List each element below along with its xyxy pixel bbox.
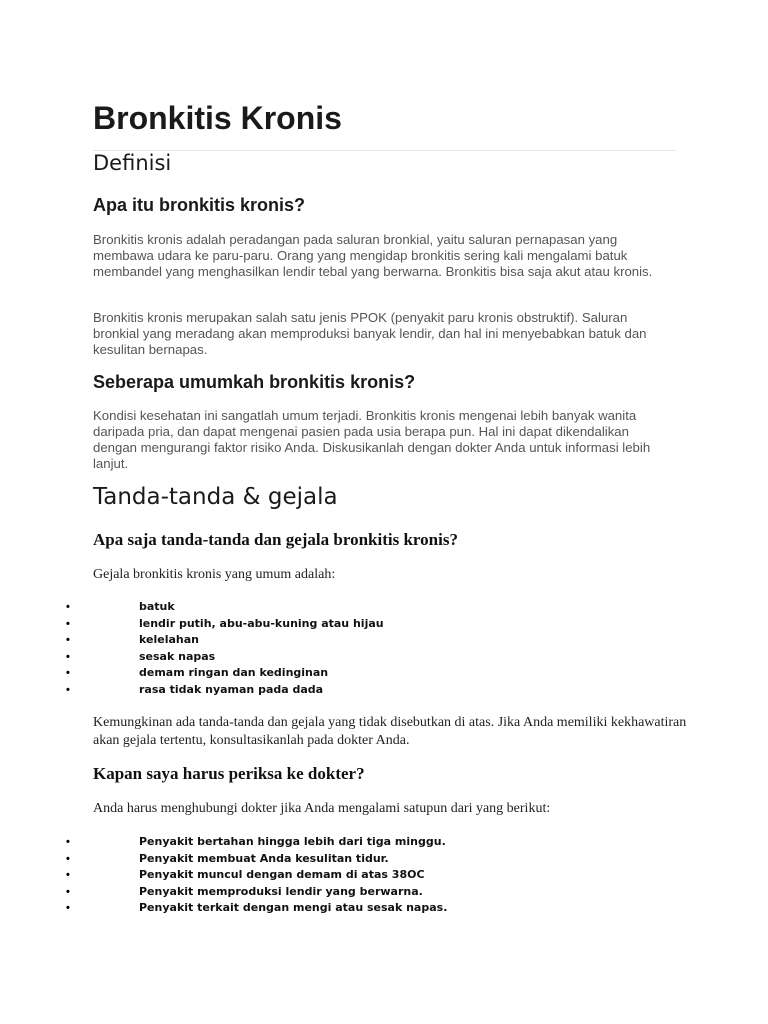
list-item-text: Penyakit terkait dengan mengi atau sesak napas.: [139, 901, 448, 914]
bullet-marker: •: [66, 601, 70, 613]
list-item-text: Penyakit muncul dengan demam di atas 38OC: [139, 868, 425, 881]
paragraph-text: Gejala bronkitis kronis yang umum adalah:: [93, 567, 336, 582]
list-item-text: demam ringan dan kedinginan: [139, 666, 329, 679]
paragraph-text: Kondisi kesehatan ini sangatlah umum terjadi. Bronkitis kronis mengenai lebih banyak wanita daripada pria, dan dapat mengenai pasien pada usia berapa pun. Hal ini dapat dikendalikan dengan mengurangi faktor risiko Anda. Diskusikanlah dengan dokter Anda untuk informasi lebih lanjut.: [93, 408, 651, 471]
page-title: Bronkitis Kronis: [93, 100, 342, 136]
question-heading-seberapa-umum: Seberapa umumkah bronkitis kronis?: [93, 372, 416, 392]
list-item-text: lendir putih, abu-abu-kuning atau hijau: [139, 616, 384, 630]
list-item-text: sesak napas: [139, 649, 216, 663]
list-item-text: Penyakit membuat Anda kesulitan tidur.: [139, 851, 389, 865]
bullet-marker: •: [66, 902, 70, 914]
list-item: [0, 900, 700, 917]
paragraph-definition: [93, 232, 676, 280]
list-item: [0, 599, 700, 616]
section-heading-definisi: Definisi: [93, 151, 172, 175]
list-item-text: kelelahan: [139, 633, 199, 646]
bullet-marker: •: [66, 836, 70, 848]
list-item: [0, 665, 700, 682]
title-divider: [93, 150, 676, 151]
bullet-marker: •: [66, 869, 70, 881]
paragraph-prevalence: [93, 408, 676, 472]
list-item: [0, 649, 700, 666]
paragraph-text: Bronkitis kronis merupakan salah satu jenis PPOK (penyakit paru kronis obstruktif). Saluran bronkial yang meradang akan memproduksi banyak lendir, dan hal ini menyebabkan batuk dan kesulitan bernapas.: [93, 310, 647, 357]
bullet-marker: •: [66, 683, 70, 696]
list-item: [0, 632, 700, 649]
question-heading-kapan-dokter: Kapan saya harus periksa ke dokter?: [93, 764, 365, 783]
bullet-marker: •: [66, 852, 70, 865]
question-heading-apa-itu: Apa itu bronkitis kronis?: [93, 195, 306, 215]
bullet-marker: •: [66, 617, 70, 630]
symptom-list: [0, 599, 700, 698]
list-item: [0, 682, 700, 699]
bullet-marker: •: [66, 885, 70, 898]
list-item: [0, 616, 700, 633]
paragraph-text: Anda harus menghubungi dokter jika Anda mengalami satupun dari yang berikut:: [93, 801, 551, 816]
section-heading-tanda-gejala: Tanda-tanda & gejala: [93, 484, 338, 510]
bullet-marker: •: [66, 667, 70, 679]
list-item: [0, 867, 700, 884]
list-item-text: Penyakit bertahan hingga lebih dari tiga minggu.: [139, 835, 446, 848]
paragraph-text: Kemungkinan ada tanda-tanda dan gejala yang tidak disebutkan di atas. Jika Anda memiliki kekhawatiran akan gejala tertentu, konsultasikanlah pada dokter Anda.: [93, 715, 687, 748]
list-item-text: rasa tidak nyaman pada dada: [139, 682, 324, 696]
bullet-marker: •: [66, 650, 70, 663]
doctor-intro: [93, 800, 693, 818]
symptoms-outro: [93, 714, 693, 750]
paragraph-ppok: [93, 310, 676, 358]
symptoms-intro: [93, 566, 693, 584]
doctor-criteria-list: [0, 834, 700, 917]
question-heading-tanda-gejala: Apa saja tanda-tanda dan gejala bronkitis kronis?: [93, 530, 458, 549]
list-item-text: Penyakit memproduksi lendir yang berwarna.: [139, 884, 423, 898]
paragraph-text: Bronkitis kronis adalah peradangan pada saluran bronkial, yaitu saluran pernapasan yang membawa udara ke paru-paru. Orang yang mengidap bronkitis sering kali mengalami batuk membandel yang menghasilkan lendir tebal yang berwarna. Bronkitis bisa saja akut atau kronis.: [93, 232, 653, 279]
list-item: [0, 834, 700, 851]
list-item-text: batuk: [139, 600, 175, 613]
bullet-marker: •: [66, 634, 70, 646]
list-item: [0, 851, 700, 868]
list-item: [0, 884, 700, 901]
